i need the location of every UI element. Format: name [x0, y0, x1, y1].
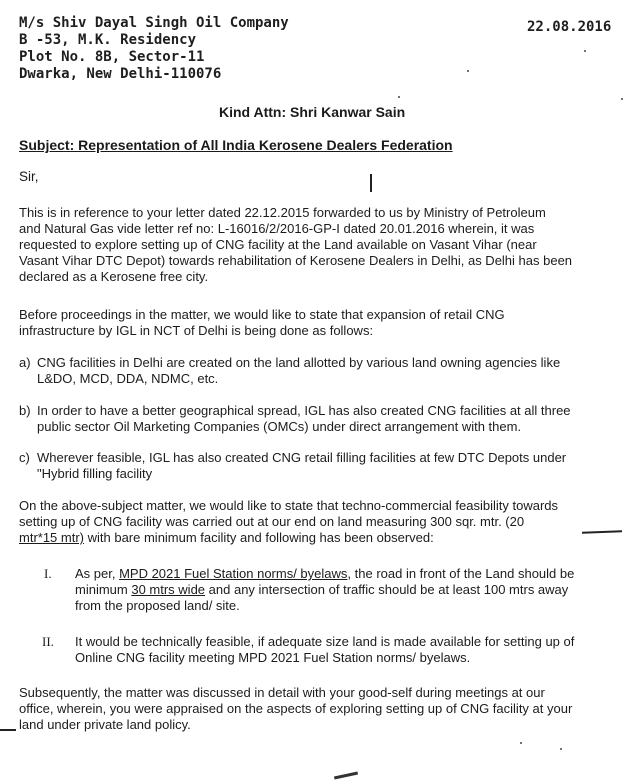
list-item-c [37, 450, 566, 482]
observation-item-2 [75, 634, 574, 666]
scan-speck [560, 748, 562, 750]
para3-line-3 [19, 530, 558, 546]
list-item-b [37, 403, 571, 435]
list-marker-a: a) [19, 355, 31, 370]
list-marker-b: b) [19, 403, 31, 418]
para1-line-1: This is in reference to your letter dated 22.12.2015 forwarded to us by Ministry of Petroleum [19, 205, 546, 220]
list-item-a [37, 355, 560, 387]
land-dimension: mtr*15 mtr) [19, 530, 84, 545]
item1-line-1c: , the road in front of the Land should be [347, 566, 575, 581]
sender-line-1: M/s Shiv Dayal Singh Oil Company [19, 15, 289, 31]
item1-line-2a: minimum [75, 582, 132, 597]
mpd-norms-text: MPD 2021 Fuel Station norms/ byelaws [119, 566, 348, 581]
road-width-text: 30 mtrs wide [131, 582, 206, 597]
item1-line-2c: and any intersection of traffic should be at least 100 mtrs away [205, 582, 569, 597]
item1-line-3: from the proposed land/ site. [75, 598, 240, 613]
para2-line-2: infrastructure by IGL in NCT of Delhi is being done as follows: [19, 323, 374, 338]
para1-line-5: declared as a Kerosene free city. [19, 269, 209, 284]
item2-line-2: Online CNG facility meeting MPD 2021 Fuel Station norms/ byelaws. [75, 650, 471, 665]
margin-mark [0, 729, 16, 731]
scan-speck [520, 742, 522, 744]
attention-line: Kind Attn: Shri Kanwar Sain [219, 104, 406, 120]
letter-date: 22.08.2016 [527, 19, 612, 35]
para3-line-3-rest: with bare minimum facility and following has been observed: [84, 530, 434, 545]
sender-address [19, 15, 289, 83]
pen-mark [370, 174, 372, 192]
list-marker-c: c) [19, 450, 30, 465]
list-a-line-2: L&DO, MCD, DDA, NDMC, etc. [37, 371, 219, 386]
item1-line-1a: As per, [75, 566, 120, 581]
bottom-pen-mark [334, 772, 358, 780]
sender-line-4: Dwarka, New Delhi-110076 [19, 66, 222, 82]
list-c-line-2: "Hybrid filling facility [37, 466, 153, 481]
para1-line-3: requested to explore setting up of CNG facility at the Land available on Vasant Vihar (near [19, 237, 537, 252]
observation-marker-2: II. [42, 634, 54, 649]
para1-line-4: Vasant Vihar DTC Depot) towards rehabilitation of Kerosene Dealers in Delhi, as Delhi has been [19, 253, 573, 268]
list-c-line-1: Wherever feasible, IGL has also created CNG retail filling facilities at few DTC Depots under [37, 450, 567, 465]
list-b-line-1: In order to have a better geographical spread, IGL has also created CNG facilities at all three [37, 403, 571, 418]
para4-line-1: Subsequently, the matter was discussed in detail with your good-self during meetings at our [19, 685, 545, 700]
item2-line-1: It would be technically feasible, if adequate size land is made available for setting up of [75, 634, 575, 649]
paragraph-discussion [19, 685, 572, 733]
list-b-line-2: public sector Oil Marketing Companies (OMCs) under direct arrangement with them. [37, 419, 522, 434]
list-a-line-1: CNG facilities in Delhi are created on the land allotted by various land owning agencies like [37, 355, 561, 370]
observation-marker-1: I. [44, 566, 52, 581]
paragraph-feasibility [19, 498, 558, 546]
para3-line-1: On the above-subject matter, we would like to state that techno-commercial feasibility towards [19, 498, 559, 513]
scan-speck [621, 98, 623, 100]
subject-line: Subject: Representation of All India Kerosene Dealers Federation [19, 137, 453, 153]
pen-underline [582, 530, 622, 533]
item1-line-2 [75, 582, 574, 598]
paragraph-reference [19, 205, 572, 285]
scan-speck [398, 96, 400, 98]
para2-line-1: Before proceedings in the matter, we would like to state that expansion of retail CNG [19, 307, 505, 322]
observation-item-1 [75, 566, 574, 614]
salutation: Sir, [19, 169, 39, 184]
item1-line-1 [75, 566, 574, 582]
paragraph-expansion [19, 307, 505, 339]
para4-line-3: land under private land policy. [19, 717, 191, 732]
para4-line-2: office, wherein, you were appraised on the aspects of exploring setting up of CNG facility at your [19, 701, 573, 716]
sender-line-2: B -53, M.K. Residency [19, 32, 197, 48]
sender-line-3: Plot No. 8B, Sector-11 [19, 49, 205, 65]
para3-line-2: setting up of CNG facility was carried out at our end on land measuring 300 sqr. mtr. (20 [19, 514, 525, 529]
para1-line-2: and Natural Gas vide letter ref no: L-16016/2/2016-GP-I dated 20.01.2016 wherein, it was [19, 221, 535, 236]
scan-speck [584, 50, 586, 52]
scan-speck [467, 70, 469, 72]
